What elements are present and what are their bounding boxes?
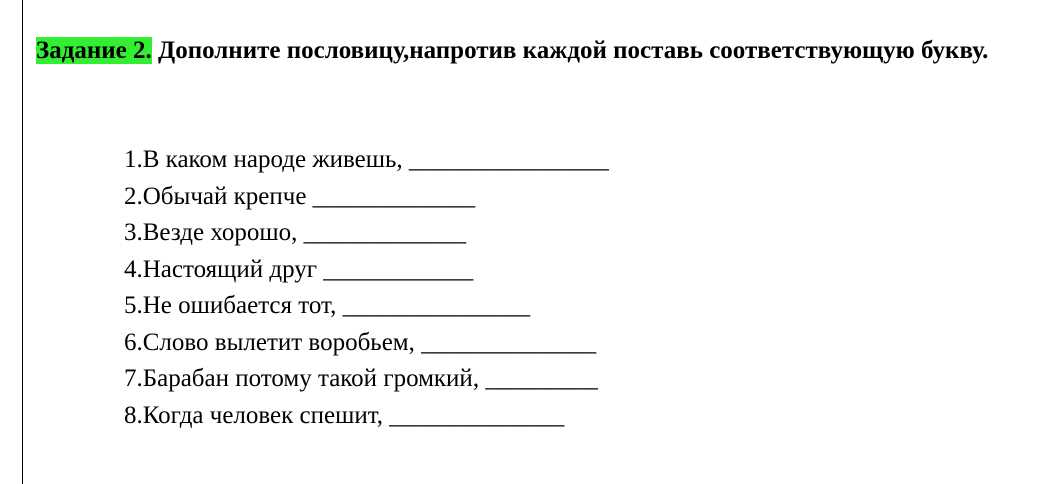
proverb-item-4 — [124, 252, 609, 289]
proverb-answer-blank: _____________ — [312, 182, 476, 210]
proverb-answer-blank: ________________ — [408, 146, 609, 173]
proverb-item-5 — [124, 288, 609, 325]
task-heading — [36, 32, 1036, 70]
task-number-label: Задание 2. — [36, 37, 152, 64]
page-left-border — [22, 0, 23, 484]
proverb-text: 5.Не ошибается тот, — [124, 292, 337, 319]
proverb-text: 4.Настоящий друг — [124, 255, 318, 283]
proverb-answer-blank: _________ — [485, 365, 598, 392]
proverb-text: 2.Обычай крепче — [124, 182, 307, 210]
proverb-answer-blank: ____________ — [323, 255, 474, 283]
proverb-text: 7.Барабан потому такой громкий, — [124, 365, 480, 392]
proverb-item-3 — [124, 215, 609, 252]
proverb-item-6 — [124, 325, 609, 362]
proverb-item-7 — [124, 361, 609, 398]
proverb-item-2 — [124, 179, 609, 216]
proverb-text: 1.В каком народе живешь, — [124, 146, 403, 173]
proverb-answer-blank: ______________ — [421, 328, 597, 356]
task-instruction: Дополните пословицу,напротив каждой поставь соответствующую букву. — [151, 37, 989, 64]
proverb-item-1 — [124, 142, 609, 179]
proverb-text: 8.Когда человек спешит, — [124, 401, 384, 429]
proverb-answer-blank: ______________ — [389, 401, 565, 429]
proverb-text: 6.Слово вылетит воробьем, — [124, 328, 415, 356]
proverb-answer-blank: _______________ — [342, 292, 531, 319]
proverb-list — [124, 142, 609, 434]
proverb-text: 3.Везде хорошо, — [124, 219, 298, 246]
proverb-item-8 — [124, 398, 609, 435]
proverb-answer-blank: _____________ — [303, 219, 467, 246]
